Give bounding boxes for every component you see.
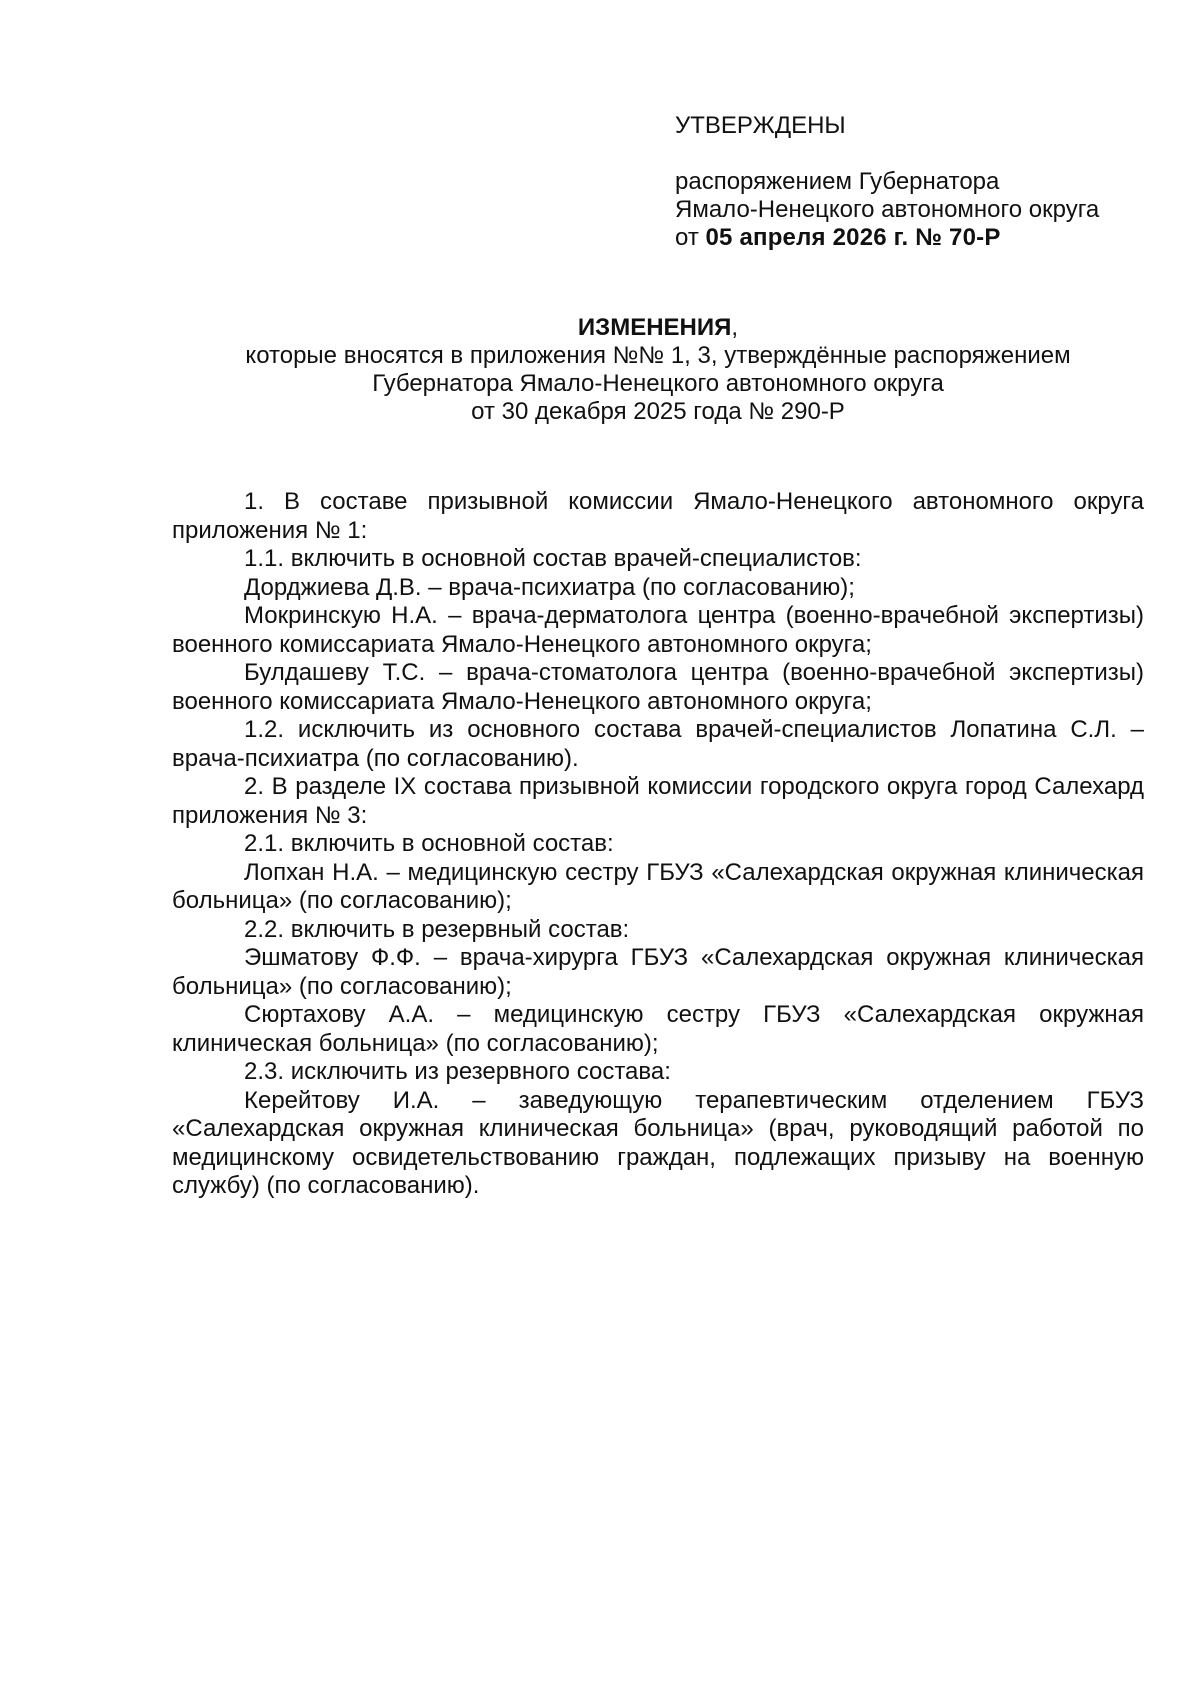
paragraph: 2.1. включить в основной состав:: [244, 830, 614, 857]
approval-date-number: 05 апреля 2026 г. № 70-Р: [705, 224, 1001, 251]
title-line-1: которые вносятся в приложения №№ 1, 3, утверждённые распоряжением: [245, 342, 1071, 369]
title-heading-line: [172, 314, 1144, 342]
approval-date-prefix: от: [675, 224, 706, 251]
approval-date-line: [675, 224, 1155, 252]
paragraph: 2.2. включить в резервный состав:: [244, 915, 630, 943]
paragraph: 2. В разделе IX состава призывной комиссии городского округа город Салехард приложения № 3:: [172, 773, 1144, 829]
paragraph: Эшматову Ф.Ф. – врача-хирурга ГБУЗ «Салехардская окружная клиническая больница» (по согласованию);: [172, 944, 1144, 1000]
approval-stamp: [675, 112, 1155, 252]
paragraph: Лопхан Н.А. – медицинскую сестру ГБУЗ «Салехардская окружная клиническая больница» (по согласованию);: [172, 858, 1144, 914]
paragraph: 1. В составе призывной комиссии Ямало-Ненецкого автономного округа приложения № 1:: [172, 488, 1144, 544]
title-line-3: от 30 декабря 2025 года № 290-Р: [471, 398, 845, 425]
paragraph: Мокринскую Н.А. – врача-дерматолога центра (военно-врачебной экспертизы) военного комиссариата Ямало-Ненецкого автономного округа;: [172, 602, 1144, 658]
paragraph: Керейтову И.А. – заведующую терапевтическим отделением ГБУЗ «Салехардская окружная клиническая больница» (врач, руководящий работой по медицинскому освидетельствованию граждан, подлежащих призыву на военную службу) (по согласованию).: [172, 1086, 1144, 1199]
paragraph: Сюртахову А.А. – медицинскую сестру ГБУЗ «Салехардская окружная клиническая больница» (по согласованию);: [172, 1001, 1144, 1057]
approval-line-2: Ямало-Ненецкого автономного округа: [675, 196, 1100, 223]
paragraph: 1.1. включить в основной состав врачей-специалистов:: [244, 545, 862, 572]
document-title: [172, 314, 1144, 426]
title-heading-suffix: ,: [731, 314, 739, 341]
approval-line-1: распоряжением Губернатора: [675, 168, 1000, 195]
title-heading: ИЗМЕНЕНИЯ: [577, 314, 732, 341]
title-line-2: Губернатора Ямало-Ненецкого автономного округа: [372, 370, 944, 397]
paragraph: 1.2. исключить из основного состава врачей-специалистов Лопатина С.Л. – врача-психиатра (по согласованию).: [172, 716, 1144, 772]
paragraph: 2.3. исключить из резервного состава:: [244, 1058, 671, 1085]
paragraph: Дорджиева Д.В. – врача-психиатра (по согласованию);: [244, 573, 855, 601]
document-body: [172, 488, 1144, 1201]
approved-label: УТВЕРЖДЕНЫ: [675, 112, 846, 139]
paragraph: Булдашеву Т.С. – врача-стоматолога центра (военно-врачебной экспертизы) военного комиссариата Ямало-Ненецкого автономного округа;: [172, 659, 1144, 715]
